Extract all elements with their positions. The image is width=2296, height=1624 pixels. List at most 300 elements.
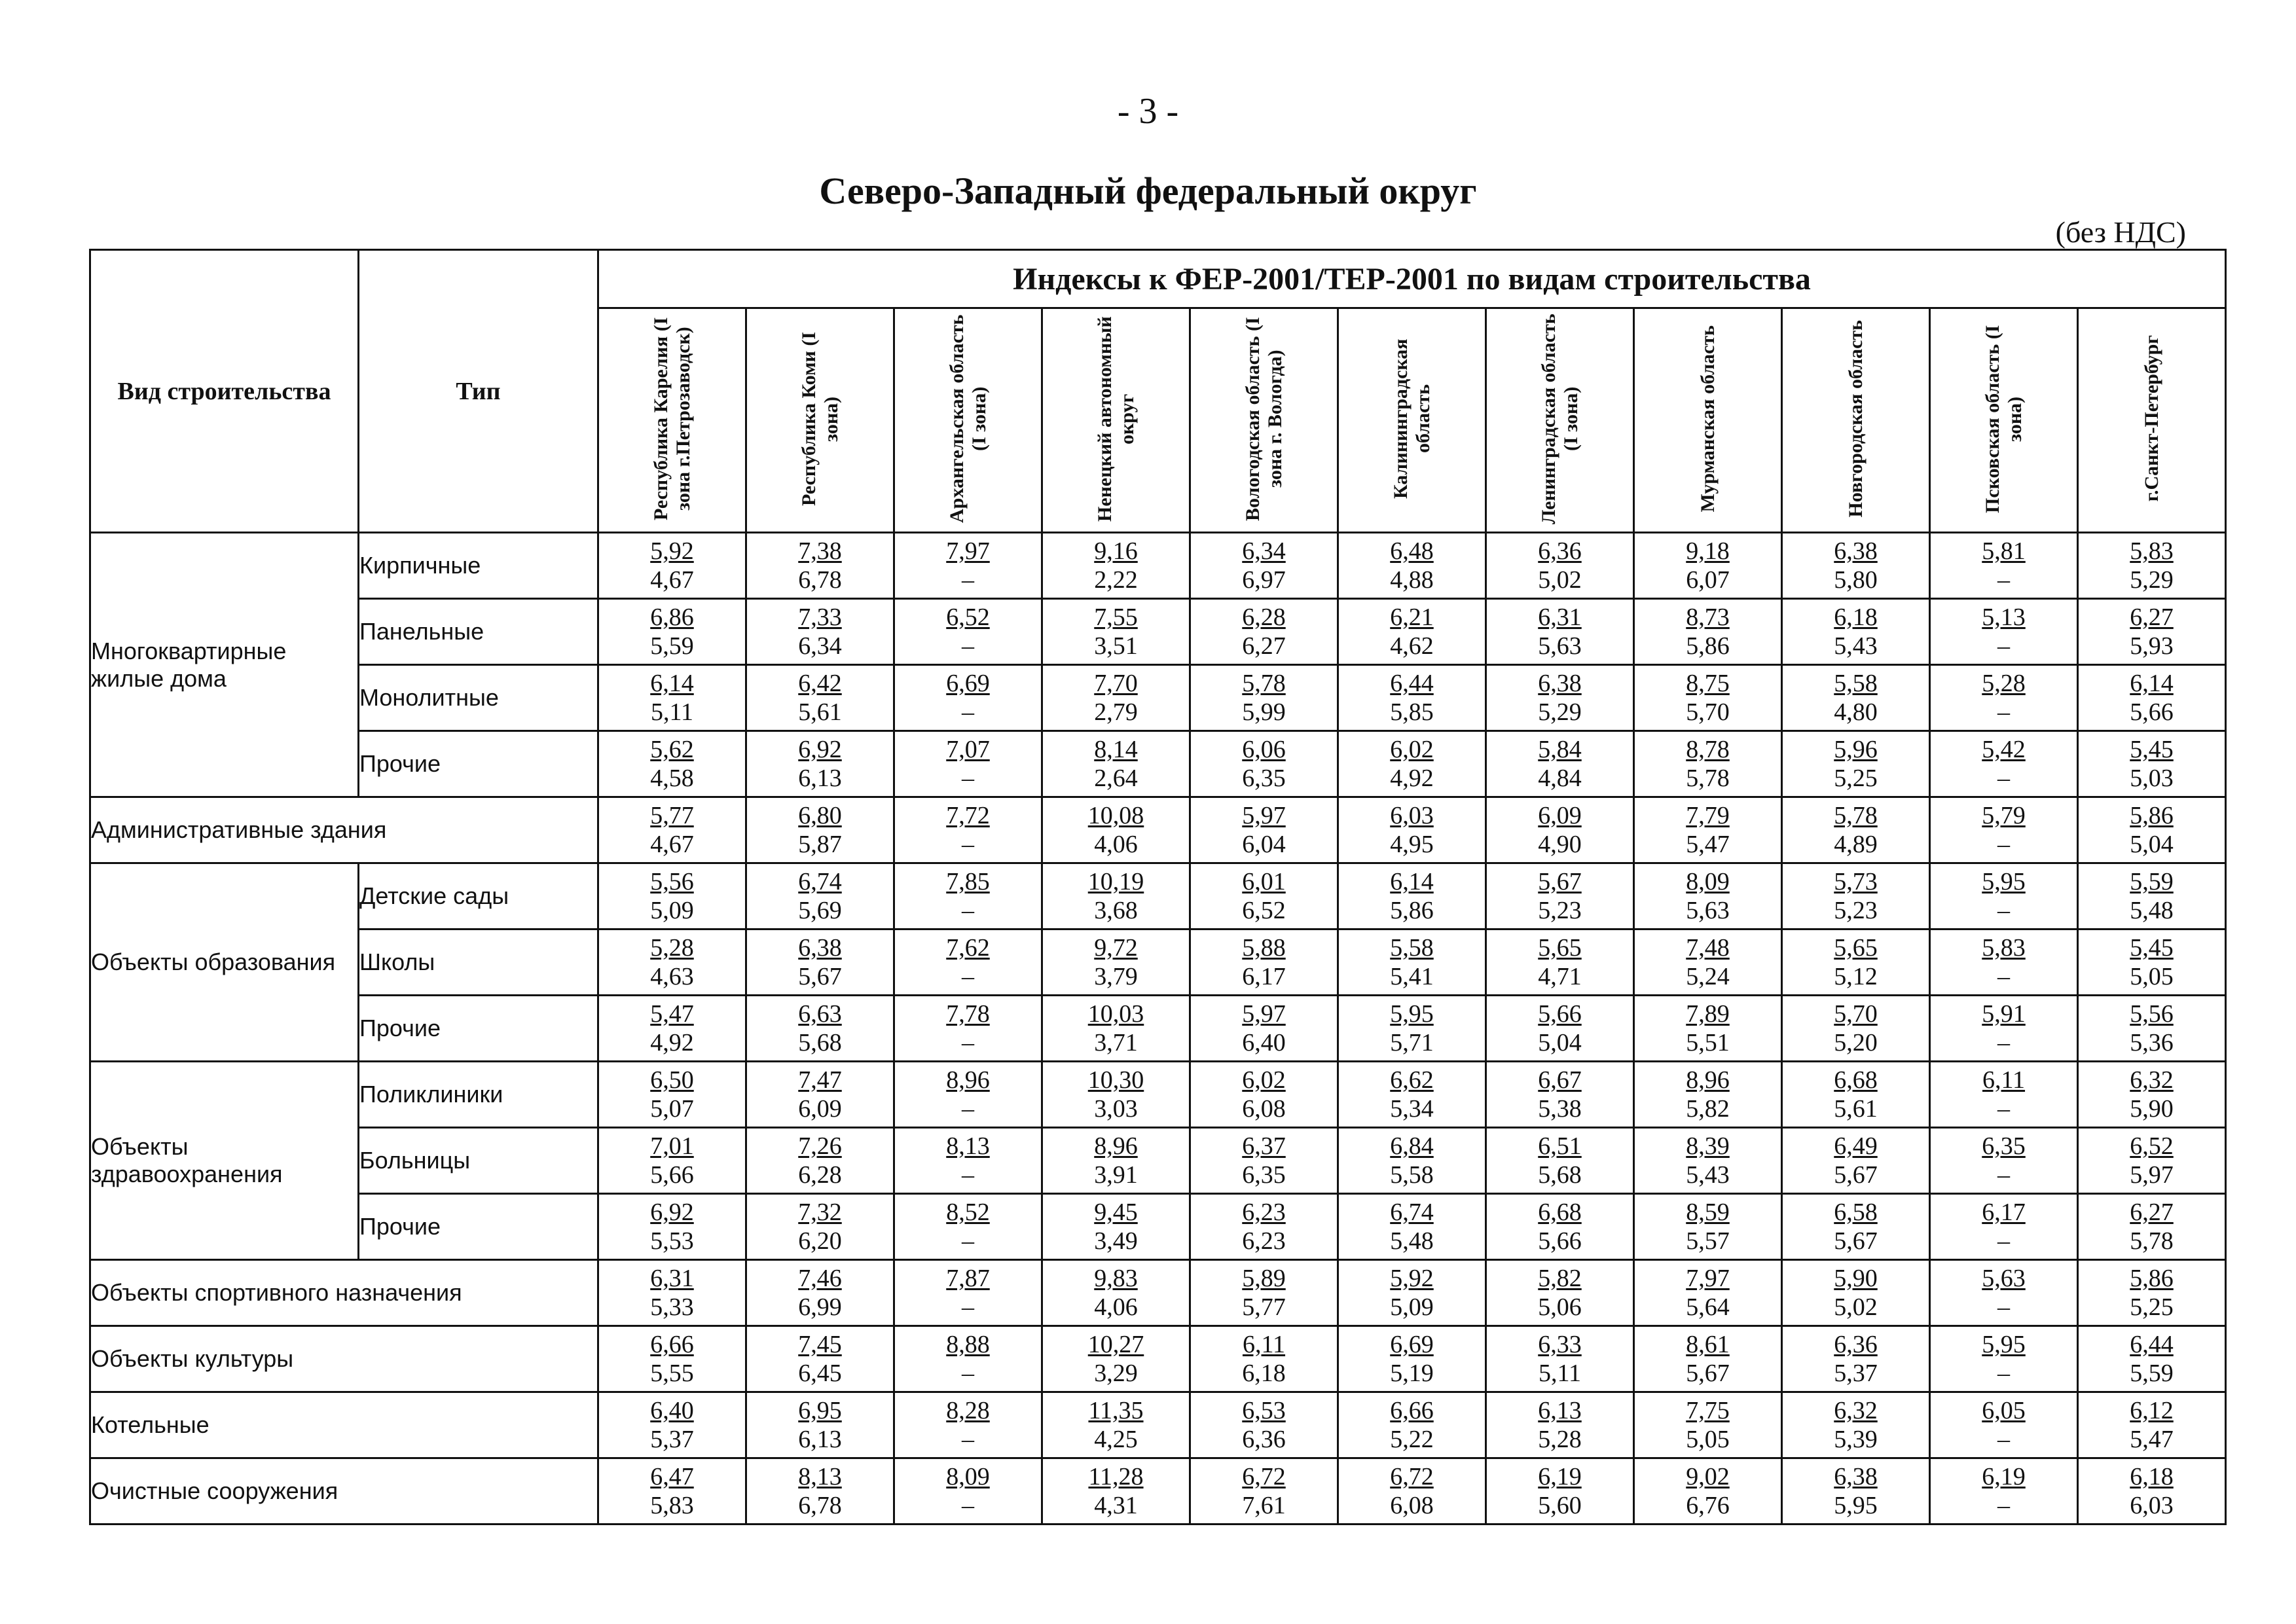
header-type: Тип [359, 250, 598, 533]
index-value-bottom: 3,68 [1094, 897, 1138, 924]
index-value-top: 10,03 [1087, 1000, 1144, 1028]
index-value-top: 5,45 [2130, 934, 2174, 962]
index-value-bottom: 5,48 [2130, 897, 2174, 924]
index-cell [1190, 533, 1338, 599]
index-value-top: 5,28 [1982, 670, 2026, 697]
index-value-bottom: 3,29 [1094, 1360, 1138, 1387]
index-value-bottom: 6,78 [798, 566, 842, 594]
index-value-bottom: – [1997, 963, 2010, 990]
index-cell [894, 1128, 1042, 1194]
index-value-bottom: – [1997, 1360, 2010, 1387]
index-table [89, 249, 2227, 1525]
index-cell [1042, 1194, 1190, 1260]
index-cell [1338, 1392, 1486, 1458]
index-value-top: 6,23 [1242, 1199, 1286, 1226]
region-header [746, 308, 894, 533]
region-label: г.Санкт-Петербург [2140, 335, 2162, 502]
index-value-top: 6,03 [1390, 802, 1434, 829]
index-value-top: 5,86 [2130, 1265, 2174, 1292]
index-value-top: 6,92 [650, 1199, 694, 1226]
index-value-top: 6,05 [1982, 1397, 2026, 1424]
index-value-top: 9,45 [1094, 1199, 1138, 1226]
index-value-top: 6,38 [1834, 537, 1878, 565]
region-label: Калининградская область [1389, 338, 1434, 499]
index-cell [1486, 599, 1634, 665]
index-value-top: 7,72 [946, 802, 990, 829]
index-value-top: 5,95 [1982, 1331, 2026, 1358]
index-value-top: 5,83 [1982, 934, 2026, 962]
index-value-top: 6,18 [2130, 1463, 2174, 1490]
index-value-top: 6,38 [1834, 1463, 1878, 1490]
index-value-top: 6,31 [650, 1265, 694, 1292]
index-value-bottom: 6,07 [1686, 566, 1730, 594]
index-value-bottom: 3,71 [1094, 1029, 1138, 1056]
index-value-top: 6,33 [1538, 1331, 1582, 1358]
index-value-top: 7,62 [946, 934, 990, 962]
index-value-bottom: 5,29 [1538, 698, 1582, 726]
index-cell [1634, 1458, 1782, 1525]
index-cell [894, 863, 1042, 929]
region-label: Псковская область (I зона) [1981, 324, 2026, 513]
index-cell [894, 797, 1042, 863]
index-value-top: 6,49 [1834, 1132, 1878, 1160]
index-value-top: 6,66 [650, 1331, 694, 1358]
index-value-top: 9,02 [1686, 1463, 1730, 1490]
index-value-bottom: 5,58 [1390, 1161, 1434, 1189]
index-cell [1486, 996, 1634, 1062]
index-value-bottom: 5,47 [1686, 831, 1730, 858]
index-value-top: 6,48 [1390, 537, 1434, 565]
index-cell [1782, 1128, 1930, 1194]
index-value-top: 5,47 [650, 1000, 694, 1028]
index-cell [1634, 533, 1782, 599]
index-cell [1042, 797, 1190, 863]
index-value-top: 7,33 [798, 604, 842, 631]
index-cell [1486, 1062, 1634, 1128]
index-value-bottom: 5,07 [650, 1095, 694, 1123]
index-cell [2078, 665, 2226, 731]
region-header [1930, 308, 2078, 533]
index-cell [746, 1062, 894, 1128]
index-value-top: 7,07 [946, 736, 990, 763]
index-value-top: 6,34 [1242, 537, 1286, 565]
index-value-top: 6,69 [1390, 1331, 1434, 1358]
index-value-bottom: 5,09 [1390, 1293, 1434, 1321]
index-cell [894, 1458, 1042, 1525]
index-cell [2078, 1326, 2226, 1392]
index-cell [894, 533, 1042, 599]
index-value-top: 8,09 [1686, 868, 1730, 895]
index-cell [746, 1194, 894, 1260]
index-value-top: 6,18 [1834, 604, 1878, 631]
index-value-top: 5,62 [650, 736, 694, 763]
index-cell [1190, 1194, 1338, 1260]
index-value-bottom: 5,86 [1686, 632, 1730, 660]
index-value-top: 6,31 [1538, 604, 1582, 631]
index-value-top: 6,27 [2130, 1199, 2174, 1226]
index-cell [598, 599, 746, 665]
index-cell [1782, 1194, 1930, 1260]
index-value-bottom: 5,68 [1538, 1161, 1582, 1189]
index-cell [1190, 1392, 1338, 1458]
index-cell [1486, 1260, 1634, 1326]
index-value-bottom: 5,23 [1834, 897, 1878, 924]
index-cell [2078, 996, 2226, 1062]
region-header [1782, 308, 1930, 533]
index-value-top: 9,18 [1686, 537, 1730, 565]
index-cell [1486, 929, 1634, 996]
index-cell [1338, 1260, 1486, 1326]
region-header [894, 308, 1042, 533]
index-value-top: 6,66 [1390, 1397, 1434, 1424]
index-value-top: 8,28 [946, 1397, 990, 1424]
region-label: Республика Карелия (I зона г.Петрозаводск) [649, 317, 694, 520]
index-cell [1338, 533, 1486, 599]
index-value-top: 6,38 [798, 934, 842, 962]
index-value-top: 5,58 [1834, 670, 1878, 697]
index-cell [894, 1194, 1042, 1260]
index-cell [598, 996, 746, 1062]
index-value-top: 5,28 [650, 934, 694, 962]
index-value-top: 5,45 [2130, 736, 2174, 763]
index-value-bottom: 5,87 [798, 831, 842, 858]
index-value-top: 5,95 [1390, 1000, 1434, 1028]
index-cell [1190, 996, 1338, 1062]
index-value-bottom: 5,70 [1686, 698, 1730, 726]
index-value-bottom: 5,60 [1538, 1492, 1582, 1519]
table-row [90, 1392, 2226, 1458]
index-value-top: 8,61 [1686, 1331, 1730, 1358]
index-cell [1338, 665, 1486, 731]
index-cell [1486, 731, 1634, 797]
index-cell [598, 1062, 746, 1128]
table-row [90, 1128, 2226, 1194]
index-value-bottom: – [962, 765, 974, 792]
index-cell [1634, 1260, 1782, 1326]
region-label: Ленинградская область (I зона) [1537, 313, 1582, 524]
index-value-bottom: 4,31 [1094, 1492, 1138, 1519]
index-cell [1338, 1128, 1486, 1194]
index-value-bottom: 3,49 [1094, 1227, 1138, 1255]
index-cell [1930, 929, 2078, 996]
index-value-bottom: 4,58 [650, 765, 694, 792]
index-value-bottom: 4,80 [1834, 698, 1878, 726]
index-value-top: 8,96 [1094, 1132, 1138, 1160]
index-value-top: 8,88 [946, 1331, 990, 1358]
index-value-top: 5,89 [1242, 1265, 1286, 1292]
index-value-bottom: 5,04 [1538, 1029, 1582, 1056]
table-row [90, 533, 2226, 599]
index-value-bottom: 5,78 [1686, 765, 1730, 792]
index-value-top: 8,13 [946, 1132, 990, 1160]
index-value-top: 7,55 [1094, 604, 1138, 631]
index-cell [1338, 1194, 1486, 1260]
index-value-top: 7,79 [1686, 802, 1730, 829]
index-cell [1338, 599, 1486, 665]
index-value-top: 5,84 [1538, 736, 1582, 763]
index-value-top: 6,32 [2130, 1066, 2174, 1094]
index-value-bottom: – [962, 1293, 974, 1321]
region-header [1042, 308, 1190, 533]
index-value-top: 6,80 [798, 802, 842, 829]
index-value-bottom: 5,66 [2130, 698, 2174, 726]
index-cell [1338, 1062, 1486, 1128]
index-cell [746, 863, 894, 929]
index-value-top: 6,14 [1390, 868, 1434, 895]
index-value-top: 10,27 [1087, 1331, 1144, 1358]
index-value-bottom: 2,64 [1094, 765, 1138, 792]
index-value-bottom: 5,28 [1538, 1426, 1582, 1453]
index-cell [1042, 1128, 1190, 1194]
index-cell [1338, 929, 1486, 996]
index-value-bottom: 6,76 [1686, 1492, 1730, 1519]
table-row [90, 863, 2226, 929]
index-cell [1782, 665, 1930, 731]
index-value-top: 5,82 [1538, 1265, 1582, 1292]
index-value-top: 7,01 [650, 1132, 694, 1160]
index-value-bottom: 6,28 [798, 1161, 842, 1189]
index-value-bottom: – [962, 566, 974, 594]
index-cell [1930, 665, 2078, 731]
index-cell [1190, 1062, 1338, 1128]
index-value-top: 5,88 [1242, 934, 1286, 962]
index-cell [1042, 863, 1190, 929]
index-value-top: 5,95 [1982, 868, 2026, 895]
index-cell [746, 1392, 894, 1458]
index-cell [1634, 1392, 1782, 1458]
index-value-bottom: 5,37 [650, 1426, 694, 1453]
region-label: Республика Коми (I зона) [797, 331, 842, 506]
index-value-bottom: – [1997, 1029, 2010, 1056]
index-value-top: 6,86 [650, 604, 694, 631]
index-cell [1634, 599, 1782, 665]
index-value-top: 6,35 [1982, 1132, 2026, 1160]
construction-kind: Котельные [90, 1392, 598, 1458]
index-value-top: 6,44 [2130, 1331, 2174, 1358]
index-value-top: 6,50 [650, 1066, 694, 1094]
index-value-top: 5,73 [1834, 868, 1878, 895]
region-label: Новгородская область [1844, 319, 1867, 518]
index-value-top: 5,56 [650, 868, 694, 895]
index-value-top: 11,28 [1088, 1463, 1144, 1490]
index-cell [1190, 1326, 1338, 1392]
index-value-top: 8,59 [1686, 1199, 1730, 1226]
index-value-top: 10,08 [1087, 802, 1144, 829]
table-row [90, 1458, 2226, 1525]
index-cell [1930, 533, 2078, 599]
index-value-top: 6,37 [1242, 1132, 1286, 1160]
index-cell [894, 1062, 1042, 1128]
index-value-top: 6,36 [1834, 1331, 1878, 1358]
index-value-bottom: – [962, 698, 974, 726]
index-value-bottom: 6,27 [1242, 632, 1286, 660]
index-value-top: 7,26 [798, 1132, 842, 1160]
index-value-bottom: 2,22 [1094, 566, 1138, 594]
index-cell [1634, 1062, 1782, 1128]
index-cell [1782, 797, 1930, 863]
page-number: - 3 - [1117, 91, 1179, 132]
index-value-bottom: 4,67 [650, 831, 694, 858]
index-cell [1782, 1458, 1930, 1525]
index-cell [2078, 929, 2226, 996]
index-cell [1338, 1458, 1486, 1525]
index-value-top: 6,40 [650, 1397, 694, 1424]
index-cell [1634, 929, 1782, 996]
index-cell [1930, 599, 2078, 665]
index-value-top: 7,45 [798, 1331, 842, 1358]
index-value-bottom: – [962, 632, 974, 660]
index-cell [1782, 1392, 1930, 1458]
index-value-bottom: – [1997, 1426, 2010, 1453]
index-value-top: 6,84 [1390, 1132, 1434, 1160]
index-value-top: 8,75 [1686, 670, 1730, 697]
index-value-bottom: 5,43 [1686, 1161, 1730, 1189]
header-kind: Вид строительства [90, 250, 359, 533]
index-value-top: 6,72 [1390, 1463, 1434, 1490]
index-cell [1634, 863, 1782, 929]
index-value-top: 6,32 [1834, 1397, 1878, 1424]
index-value-bottom: 5,63 [1686, 897, 1730, 924]
region-label: Мурманская область [1696, 325, 1719, 513]
index-value-bottom: 5,22 [1390, 1426, 1434, 1453]
index-value-bottom: 6,17 [1242, 963, 1286, 990]
index-value-top: 5,67 [1538, 868, 1582, 895]
index-value-top: 6,28 [1242, 604, 1286, 631]
index-value-top: 6,06 [1242, 736, 1286, 763]
index-value-top: 6,95 [798, 1397, 842, 1424]
index-value-bottom: 5,97 [2130, 1161, 2174, 1189]
index-value-bottom: 7,61 [1242, 1492, 1286, 1519]
index-value-top: 8,52 [946, 1199, 990, 1226]
index-cell [1042, 929, 1190, 996]
region-label: Ненецкий автономный округ [1093, 316, 1138, 522]
index-value-bottom: 5,80 [1834, 566, 1878, 594]
table-row [90, 731, 2226, 797]
index-value-bottom: 5,61 [1834, 1095, 1878, 1123]
index-value-bottom: 6,23 [1242, 1227, 1286, 1255]
table-row [90, 1062, 2226, 1128]
index-value-bottom: 5,95 [1834, 1492, 1878, 1519]
index-value-top: 6,17 [1982, 1199, 2026, 1226]
index-cell [1782, 863, 1930, 929]
header-group: Индексы к ФЕР-2001/ТЕР-2001 по видам строительства [598, 250, 2226, 308]
index-value-bottom: 5,53 [650, 1227, 694, 1255]
index-cell [1634, 665, 1782, 731]
index-value-bottom: 3,79 [1094, 963, 1138, 990]
index-value-bottom: 5,34 [1390, 1095, 1434, 1123]
index-value-top: 7,70 [1094, 670, 1138, 697]
index-value-bottom: 5,69 [798, 897, 842, 924]
table-row [90, 1260, 2226, 1326]
index-value-bottom: 3,91 [1094, 1161, 1138, 1189]
index-cell [1486, 1458, 1634, 1525]
index-value-bottom: 6,40 [1242, 1029, 1286, 1056]
index-cell [1042, 996, 1190, 1062]
index-value-bottom: 5,06 [1538, 1293, 1582, 1321]
construction-type: Школы [359, 929, 598, 996]
index-value-bottom: 5,36 [2130, 1029, 2174, 1056]
index-cell [1634, 1326, 1782, 1392]
index-value-top: 6,62 [1390, 1066, 1434, 1094]
index-cell [2078, 1458, 2226, 1525]
index-cell [1190, 731, 1338, 797]
index-cell [894, 599, 1042, 665]
index-value-bottom: – [1997, 566, 2010, 594]
index-cell [2078, 1062, 2226, 1128]
index-value-bottom: – [962, 1095, 974, 1123]
index-value-bottom: – [962, 831, 974, 858]
construction-type: Монолитные [359, 665, 598, 731]
index-value-bottom: 3,51 [1094, 632, 1138, 660]
index-value-bottom: 5,12 [1834, 963, 1878, 990]
index-value-top: 6,67 [1538, 1066, 1582, 1094]
index-cell [1930, 797, 2078, 863]
table-row [90, 665, 2226, 731]
index-cell [746, 996, 894, 1062]
index-value-bottom: 5,67 [1834, 1161, 1878, 1189]
construction-type: Поликлиники [359, 1062, 598, 1128]
index-value-bottom: 5,66 [1538, 1227, 1582, 1255]
index-cell [1930, 1062, 2078, 1128]
index-value-top: 5,90 [1834, 1265, 1878, 1292]
index-value-top: 6,36 [1538, 537, 1582, 565]
index-cell [598, 1392, 746, 1458]
index-cell [598, 929, 746, 996]
region-label: Архангельская область (I зона) [945, 314, 990, 523]
index-cell [598, 1128, 746, 1194]
index-value-top: 6,38 [1538, 670, 1582, 697]
region-header [1190, 308, 1338, 533]
index-cell [1042, 599, 1190, 665]
index-value-bottom: – [1997, 698, 2010, 726]
index-value-bottom: 6,18 [1242, 1360, 1286, 1387]
index-cell [746, 1326, 894, 1392]
region-header [1486, 308, 1634, 533]
index-value-top: 5,66 [1538, 1000, 1582, 1028]
index-value-bottom: 4,92 [1390, 765, 1434, 792]
vat-note: (без НДС) [2055, 215, 2186, 249]
index-cell [1042, 731, 1190, 797]
index-value-top: 5,56 [2130, 1000, 2174, 1028]
index-cell [598, 665, 746, 731]
construction-type: Детские сады [359, 863, 598, 929]
index-value-bottom: 6,04 [1242, 831, 1286, 858]
index-value-top: 6,21 [1390, 604, 1434, 631]
index-cell [746, 533, 894, 599]
index-value-bottom: 5,09 [650, 897, 694, 924]
index-cell [894, 665, 1042, 731]
index-value-top: 6,12 [2130, 1397, 2174, 1424]
index-value-bottom: 5,19 [1390, 1360, 1434, 1387]
index-cell [1782, 1326, 1930, 1392]
index-value-top: 8,13 [798, 1463, 842, 1490]
index-cell [598, 1194, 746, 1260]
index-cell [746, 665, 894, 731]
index-cell [1042, 1260, 1190, 1326]
index-value-bottom: 5,85 [1390, 698, 1434, 726]
index-value-top: 6,92 [798, 736, 842, 763]
index-value-top: 10,19 [1087, 868, 1144, 895]
index-cell [1042, 1326, 1190, 1392]
index-value-bottom: 5,77 [1242, 1293, 1286, 1321]
index-cell [1338, 731, 1486, 797]
index-value-bottom: 6,97 [1242, 566, 1286, 594]
index-value-bottom: 4,95 [1390, 831, 1434, 858]
index-value-bottom: 5,11 [1538, 1360, 1582, 1387]
index-value-top: 7,85 [946, 868, 990, 895]
index-value-bottom: 5,02 [1834, 1293, 1878, 1321]
index-value-bottom: 5,43 [1834, 632, 1878, 660]
